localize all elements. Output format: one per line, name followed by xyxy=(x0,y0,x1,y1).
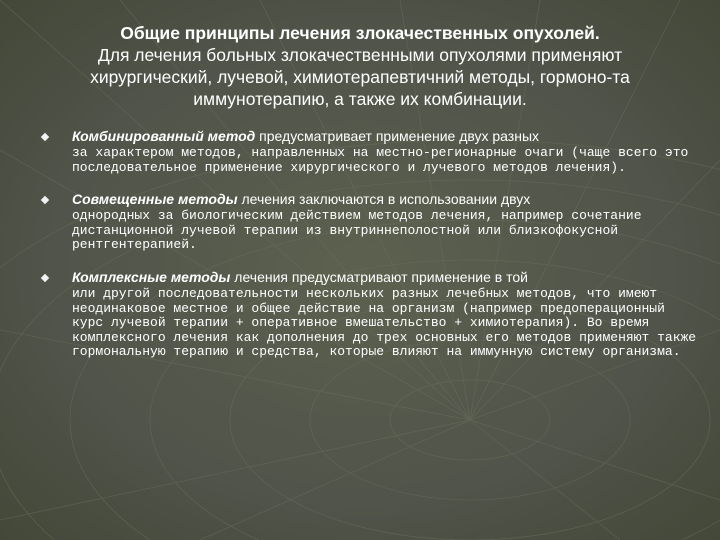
bullet-text: однородных за биологическим действием методов лечения, например сочетание дистанционной лучевой терапии из внутриннеполостной или близкофокусной рентгентерапией. xyxy=(72,208,642,253)
bullet-lead-rest: лечения заключаются в использовании двух xyxy=(237,191,531,208)
bullet-lead: Комбинированный метод xyxy=(72,128,256,144)
bullet-text: за характером методов, направленных на местно-регионарные очаги (чаще всего это последовательное применение хирургического и лучевого методов лечения). xyxy=(72,145,689,175)
bullet-lead: Комплексные методы xyxy=(72,268,231,285)
title-subheading: Для лечения больных злокачественными опухолями применяют хирургический, лучевой, химиотерапевтичний методы, гормоно-та иммунотерапию, а также их комбинации. xyxy=(90,45,630,109)
bullet-lead-rest: лечения предусматривают применение в той xyxy=(230,268,528,285)
bullet-item-combined xyxy=(38,128,698,175)
slide-title xyxy=(40,22,680,110)
bullet-lead: Совмещенные методы xyxy=(72,191,238,208)
bullet-text: или другой последовательности нескольких разных лечебных методов, что имеют неодинаковое местное и общее действие на организм (например предоперационный курс лучевой терапии + оперативное вмешательство + химиотерапия). Во время комплексного лечения как дополнения до трех основных его методов применяют также гормональную терапию и средства, которые влияют на иммунную систему организма. xyxy=(72,285,697,360)
bullet-list xyxy=(38,128,698,376)
diamond-bullet-icon xyxy=(41,133,49,141)
diamond-bullet-icon xyxy=(41,274,49,282)
bullet-item-complex xyxy=(38,269,698,360)
bullet-lead-rest: предусматривает применение двух разных xyxy=(255,128,540,144)
bullet-item-joint xyxy=(38,191,698,253)
title-heading: Общие принципы лечения злокачественных опухолей. xyxy=(120,23,600,43)
diamond-bullet-icon xyxy=(41,196,49,204)
